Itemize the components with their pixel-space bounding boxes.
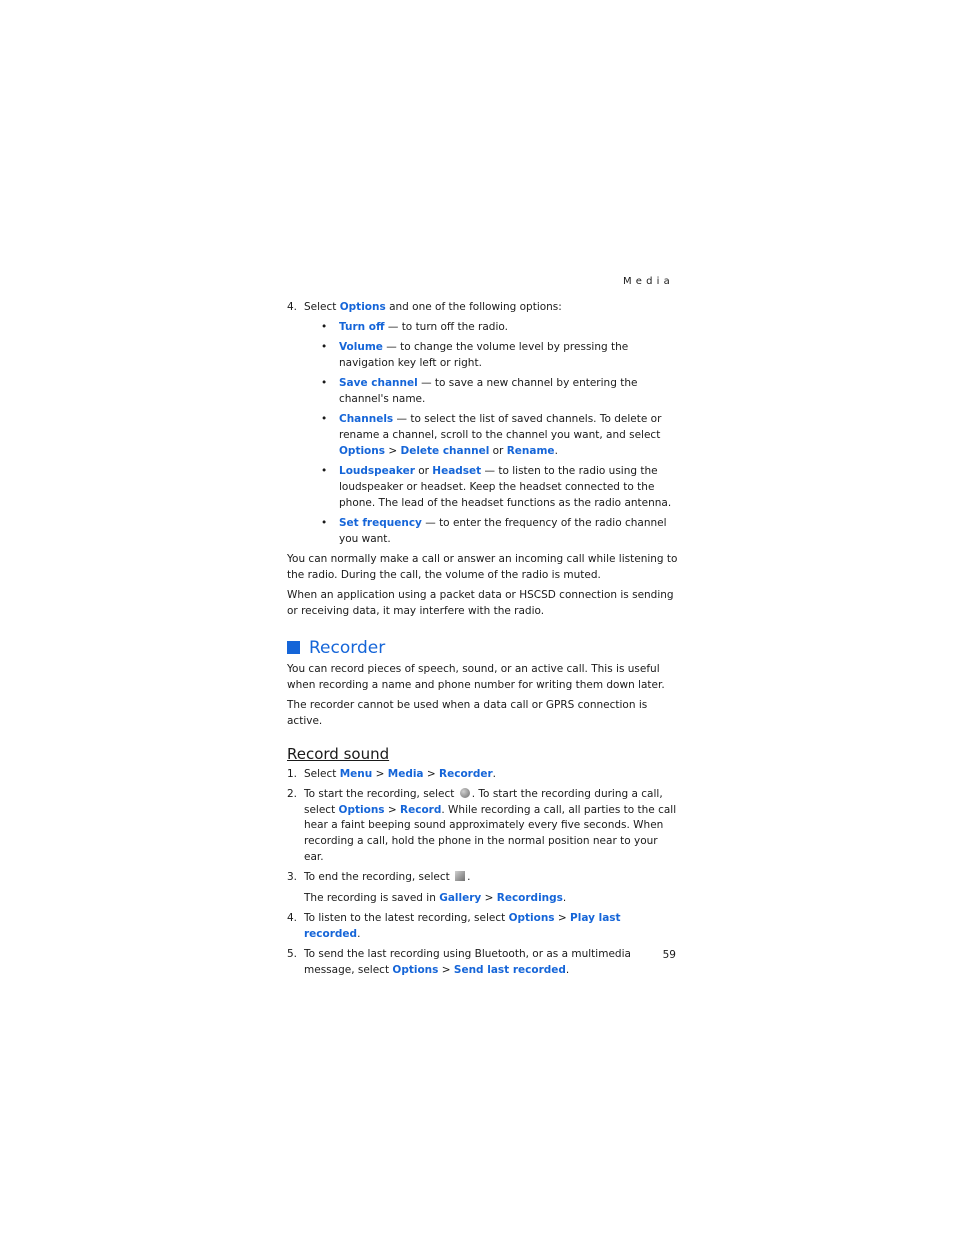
stop-icon xyxy=(455,871,465,881)
item-text: or xyxy=(489,444,507,457)
menu-term: Gallery xyxy=(439,891,482,904)
record-icon xyxy=(460,788,470,798)
paragraph: You can record pieces of speech, sound, or an active call. This is useful when recording a name and phone number for writing them down later. xyxy=(287,662,665,691)
radio-options-list xyxy=(304,320,679,548)
menu-term: Delete channel xyxy=(400,444,490,457)
step-1 xyxy=(287,767,679,783)
item-text: or xyxy=(414,465,433,478)
step-3 xyxy=(287,870,679,886)
step-text: and one of the following options: xyxy=(385,301,562,313)
record-sound-steps xyxy=(287,767,679,979)
step-text: . xyxy=(357,927,361,940)
list-item xyxy=(304,516,679,548)
item-text: — to save a new channel by entering the channel's name. xyxy=(339,377,638,405)
paragraph: You can normally make a call or answer an incoming call while listening to the radio. During the call, the volume of the radio is muted. xyxy=(287,553,678,581)
menu-term: Channels xyxy=(339,413,394,426)
menu-term: Turn off xyxy=(339,320,385,333)
list-item xyxy=(304,412,679,459)
menu-term: Recorder xyxy=(439,767,493,780)
separator: > xyxy=(554,911,571,924)
menu-term: Set frequency xyxy=(339,517,422,530)
subsection-heading-record-sound: Record sound xyxy=(287,744,390,763)
menu-term: Menu xyxy=(339,767,373,780)
step-text: . To start the recording during a call, select xyxy=(304,787,663,816)
step-number: 4. xyxy=(287,911,298,924)
step-2 xyxy=(287,787,679,866)
step-number: 5. xyxy=(287,948,298,960)
menu-term: Options xyxy=(508,911,555,924)
list-item xyxy=(304,320,679,336)
step-text: To start the recording, select xyxy=(304,787,458,800)
paragraph: When an application using a packet data or HSCSD connection is sending or receiving data, it may interfere with the radio. xyxy=(287,589,674,618)
list-item xyxy=(304,340,679,372)
menu-term: Recordings xyxy=(496,891,563,904)
step-text: Select xyxy=(304,301,340,313)
step-text: To send the last recording using Bluetooth, or as a multimedia message, select xyxy=(304,948,631,976)
item-text: — to listen to the radio using the loudspeaker or headset. Keep the headset connected to the phone. The lead of the headset functions as the radio antenna. xyxy=(339,465,672,509)
note-text: . xyxy=(562,891,567,904)
list-item xyxy=(304,464,679,511)
item-text: — to select the list of saved channels. To delete or rename a channel, scroll to the channel you want, and select xyxy=(339,413,662,442)
page-number: 59 xyxy=(662,949,676,961)
paragraph: The recorder cannot be used when a data call or GPRS connection is active. xyxy=(287,698,648,727)
step-text: Select xyxy=(304,767,340,780)
page-content xyxy=(287,300,679,983)
menu-term: Options xyxy=(339,444,385,457)
separator: > xyxy=(384,803,401,816)
step-4 xyxy=(287,911,679,943)
step-number: 2. xyxy=(287,787,298,800)
menu-term: Save channel xyxy=(339,377,418,390)
menu-term: Play last recorded xyxy=(304,911,621,940)
menu-term: Options xyxy=(338,803,385,816)
menu-term: Record xyxy=(400,803,442,816)
menu-term: Rename xyxy=(506,444,555,457)
note-text: The recording is saved in xyxy=(304,891,440,904)
item-text: — to enter the frequency of the radio channel you want. xyxy=(339,517,667,545)
menu-term: Headset xyxy=(432,465,482,478)
separator: > xyxy=(481,891,497,904)
separator: > xyxy=(372,767,388,780)
step-number: 3. xyxy=(287,871,298,884)
menu-term: Options xyxy=(392,963,439,976)
section-heading-recorder xyxy=(287,637,679,659)
step-4-radio-options xyxy=(287,300,679,548)
item-text: — to change the volume level by pressing the navigation key left or right. xyxy=(339,341,629,369)
separator: > xyxy=(438,963,454,976)
separator: > xyxy=(385,444,401,457)
item-text: . xyxy=(554,444,558,457)
step-text: To listen to the latest recording, select xyxy=(304,911,509,924)
menu-term: Send last recorded xyxy=(453,963,566,976)
square-bullet-icon xyxy=(287,641,300,654)
step-number: 4. xyxy=(287,301,298,313)
item-text: — to turn off the radio. xyxy=(384,320,508,333)
list-item xyxy=(304,376,679,408)
menu-term: Loudspeaker xyxy=(339,465,415,478)
step-text: . While recording a call, all parties to the call hear a faint beeping sound approximately every five seconds. When recording a call, hold the phone in the normal position near to your ear. xyxy=(304,803,677,864)
step-text: . xyxy=(565,963,570,976)
step-text: . xyxy=(492,767,496,780)
running-header: Media xyxy=(622,276,674,287)
section-title-text: Recorder xyxy=(309,637,386,658)
step-note xyxy=(287,891,679,907)
separator: > xyxy=(423,767,440,780)
menu-term: Volume xyxy=(339,341,383,354)
step-number: 1. xyxy=(287,767,298,780)
menu-term: Media xyxy=(387,767,424,780)
step-text: . xyxy=(467,871,471,884)
menu-term-options: Options xyxy=(339,301,386,313)
step-text: To end the recording, select xyxy=(304,871,454,884)
